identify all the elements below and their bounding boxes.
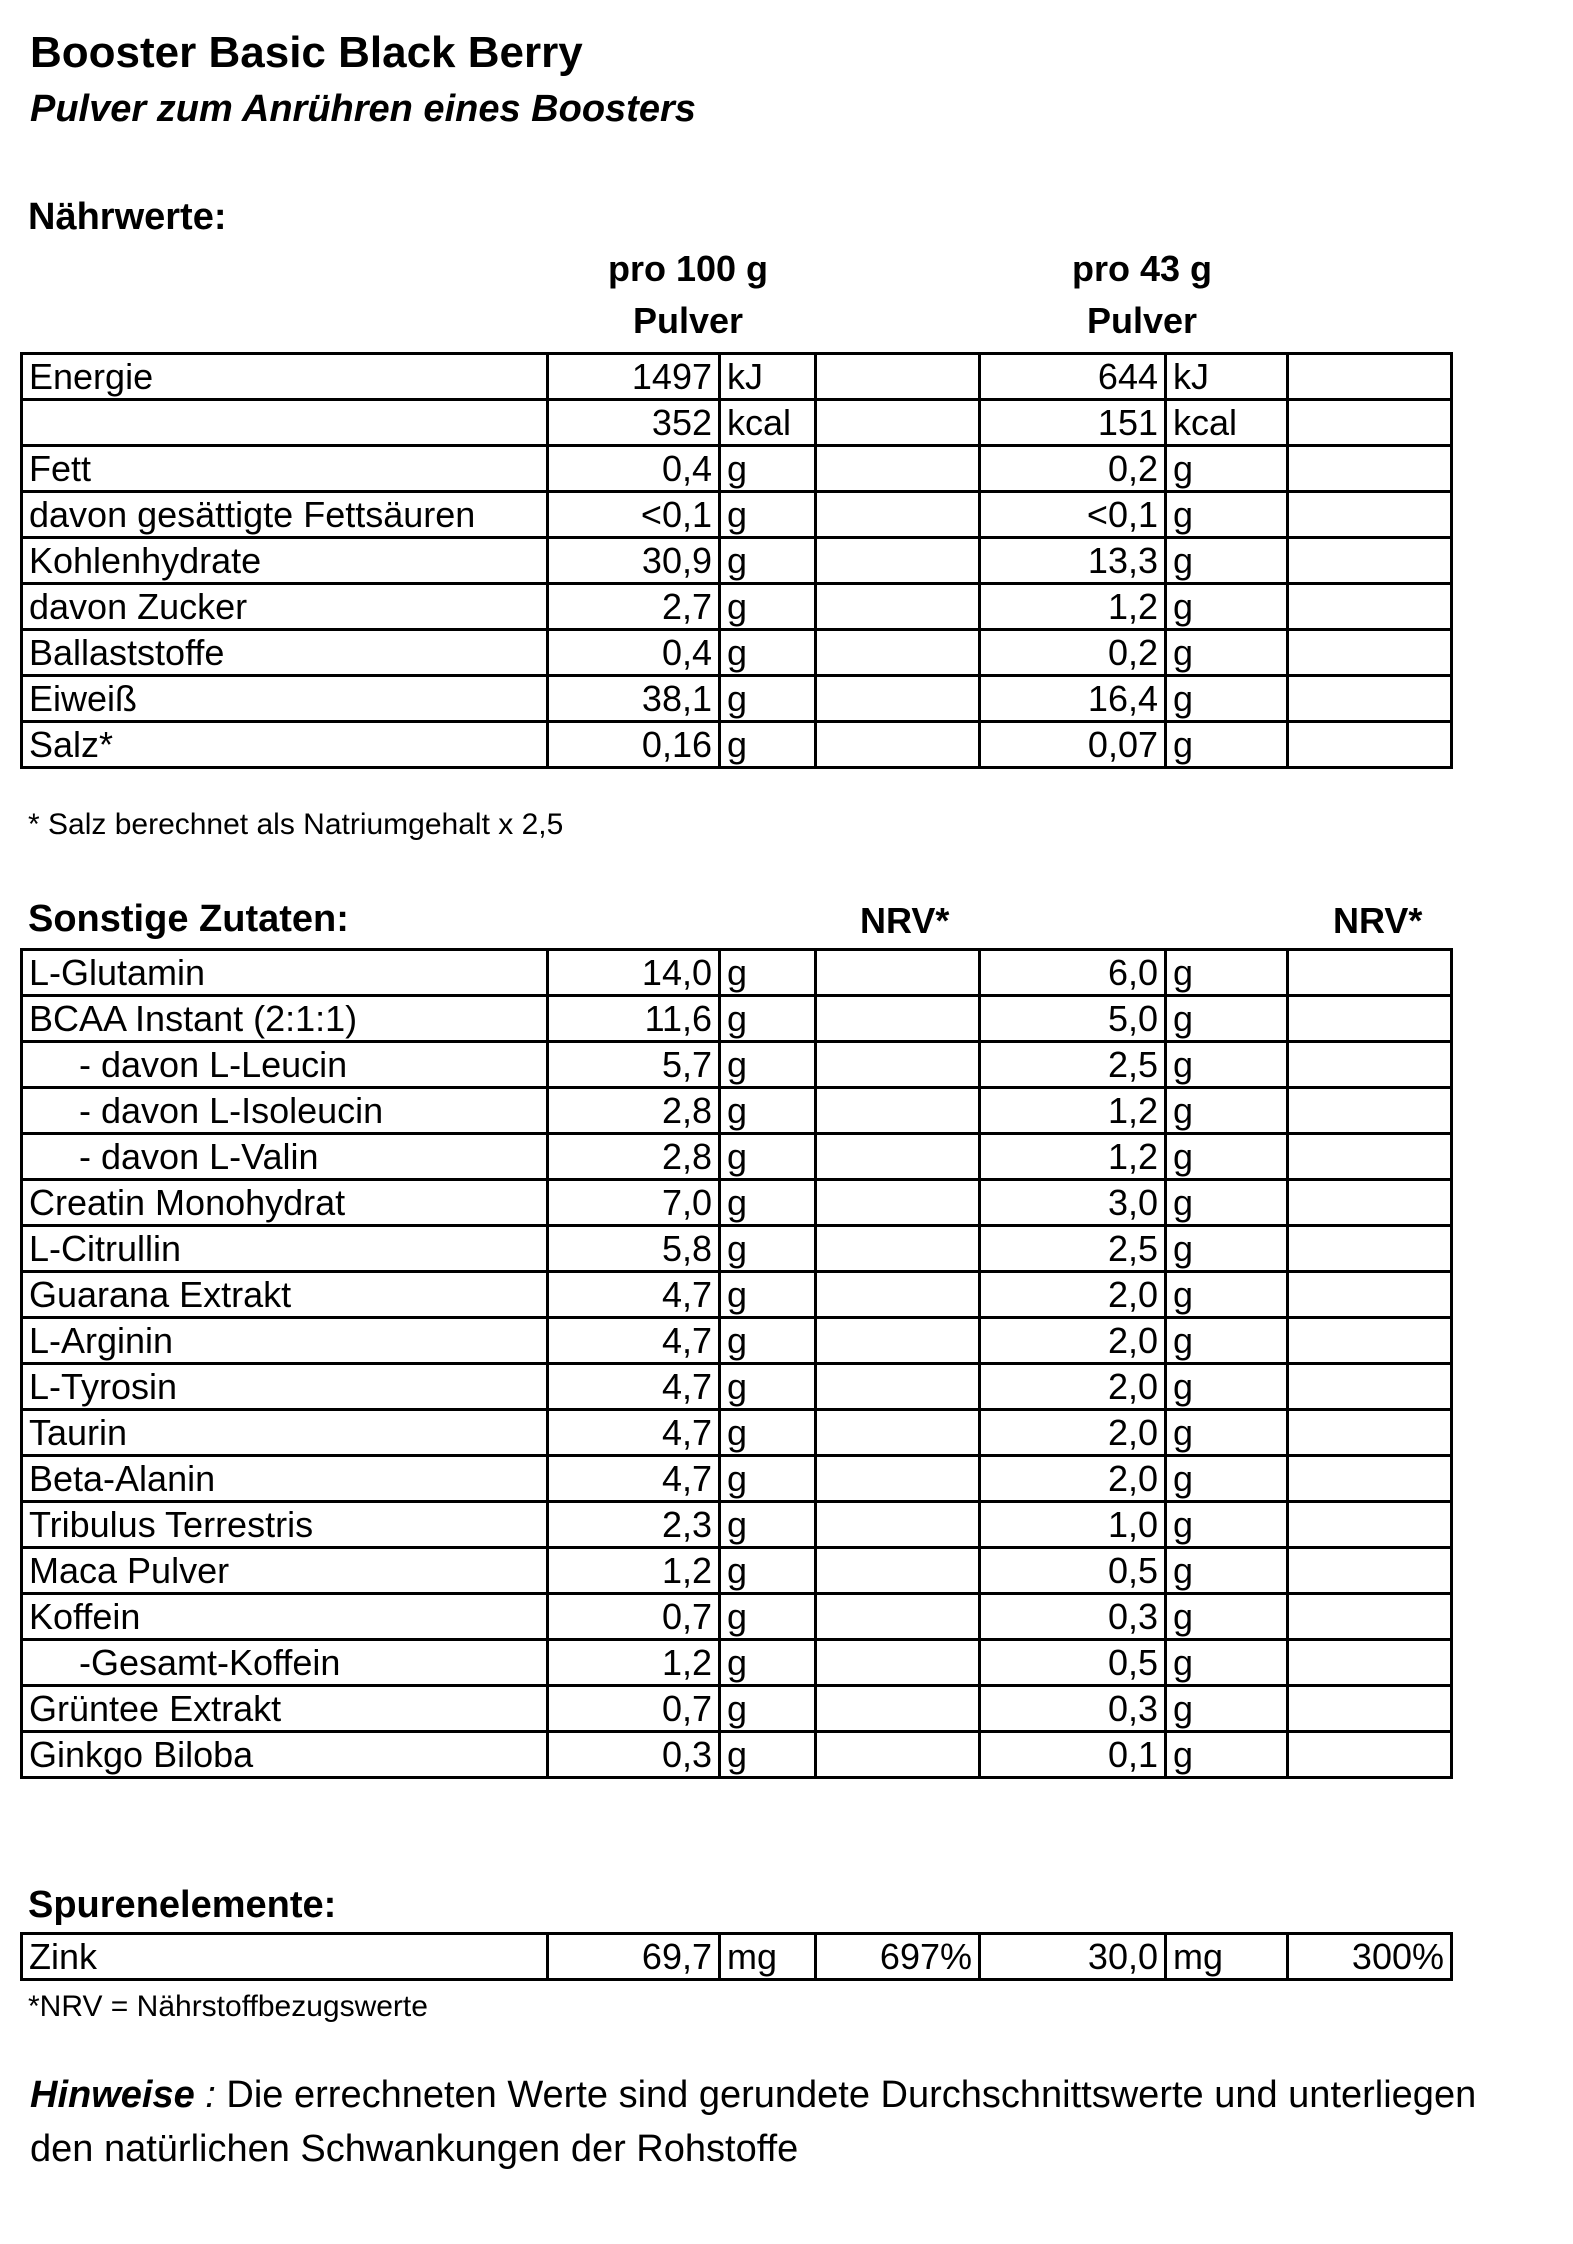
cell-n1 xyxy=(816,1732,980,1778)
cell-u2: g xyxy=(1166,1640,1288,1686)
table-row xyxy=(22,446,1452,492)
table-row xyxy=(22,1594,1452,1640)
cell-n2 xyxy=(1288,1134,1452,1180)
cell-n2 xyxy=(1288,1594,1452,1640)
cell-n1 xyxy=(816,1318,980,1364)
cell-name: L-Glutamin xyxy=(22,950,548,996)
cell-u2: kcal xyxy=(1166,400,1288,446)
cell-n2 xyxy=(1288,1732,1452,1778)
cell-name: Zink xyxy=(22,1934,548,1980)
cell-v2: 2,0 xyxy=(980,1318,1166,1364)
cell-n1 xyxy=(816,1088,980,1134)
cell-v1: 0,7 xyxy=(548,1594,720,1640)
cell-n2 xyxy=(1288,1640,1452,1686)
cell-u2: g xyxy=(1166,1318,1288,1364)
cell-n2 xyxy=(1288,1364,1452,1410)
cell-v2: 6,0 xyxy=(980,950,1166,996)
cell-name: - davon L-Leucin xyxy=(22,1042,548,1088)
cell-u1: kJ xyxy=(720,354,816,400)
cell-u2: g xyxy=(1166,996,1288,1042)
cell-u1: g xyxy=(720,584,816,630)
table-row xyxy=(22,1134,1452,1180)
cell-n1 xyxy=(816,1686,980,1732)
cell-u2: g xyxy=(1166,1226,1288,1272)
cell-u1: kcal xyxy=(720,400,816,446)
table-row xyxy=(22,676,1452,722)
col2-header-line1: pro 43 g xyxy=(1071,248,1213,289)
cell-n2 xyxy=(1288,630,1452,676)
cell-u2: g xyxy=(1166,1364,1288,1410)
cell-n1 xyxy=(816,676,980,722)
cell-v2: 1,2 xyxy=(980,584,1166,630)
table-row xyxy=(22,1042,1452,1088)
cell-u2: g xyxy=(1166,1732,1288,1778)
cell-v2: 0,1 xyxy=(980,1732,1166,1778)
table-row xyxy=(22,1180,1452,1226)
cell-u1: g xyxy=(720,1180,816,1226)
cell-v2: 151 xyxy=(980,400,1166,446)
table-row xyxy=(22,1934,1452,1980)
cell-u2: kJ xyxy=(1166,354,1288,400)
cell-v1: 4,7 xyxy=(548,1272,720,1318)
cell-u2: g xyxy=(1166,538,1288,584)
cell-name: L-Tyrosin xyxy=(22,1364,548,1410)
cell-n2 xyxy=(1288,354,1452,400)
cell-v1: 2,8 xyxy=(548,1134,720,1180)
cell-n1 xyxy=(816,446,980,492)
cell-name: Grüntee Extrakt xyxy=(22,1686,548,1732)
cell-u1: g xyxy=(720,1042,816,1088)
cell-v1: <0,1 xyxy=(548,492,720,538)
cell-name: davon Zucker xyxy=(22,584,548,630)
cell-u2: g xyxy=(1166,492,1288,538)
cell-name: Guarana Extrakt xyxy=(22,1272,548,1318)
cell-n2 xyxy=(1288,538,1452,584)
cell-v2: 1,2 xyxy=(980,1134,1166,1180)
cell-u2: g xyxy=(1166,1456,1288,1502)
cell-u2: mg xyxy=(1166,1934,1288,1980)
cell-u1: g xyxy=(720,630,816,676)
product-subtitle: Pulver zum Anrühren eines Boosters xyxy=(30,88,696,130)
table-row xyxy=(22,538,1452,584)
cell-v2: 0,2 xyxy=(980,630,1166,676)
cell-n1 xyxy=(816,1042,980,1088)
cell-u1: g xyxy=(720,1732,816,1778)
hint-paragraph xyxy=(30,2068,1550,2176)
cell-name: L-Arginin xyxy=(22,1318,548,1364)
cell-v2: 5,0 xyxy=(980,996,1166,1042)
table-row xyxy=(22,996,1452,1042)
cell-v2: 2,0 xyxy=(980,1364,1166,1410)
cell-n2 xyxy=(1288,1548,1452,1594)
cell-u1: g xyxy=(720,1594,816,1640)
table-row xyxy=(22,400,1452,446)
cell-n2 xyxy=(1288,1318,1452,1364)
cell-v2: <0,1 xyxy=(980,492,1166,538)
cell-name: Eiweiß xyxy=(22,676,548,722)
cell-v1: 2,3 xyxy=(548,1502,720,1548)
table-row xyxy=(22,1502,1452,1548)
cell-n1 xyxy=(816,584,980,630)
cell-v1: 4,7 xyxy=(548,1318,720,1364)
cell-n1 xyxy=(816,1180,980,1226)
cell-name: BCAA Instant (2:1:1) xyxy=(22,996,548,1042)
cell-v2: 0,2 xyxy=(980,446,1166,492)
hint-separator: : xyxy=(194,2074,227,2116)
cell-n2 xyxy=(1288,1456,1452,1502)
cell-n1 xyxy=(816,354,980,400)
cell-n2 xyxy=(1288,584,1452,630)
cell-n1 xyxy=(816,1134,980,1180)
cell-n1 xyxy=(816,1456,980,1502)
table-row xyxy=(22,354,1452,400)
cell-v1: 5,8 xyxy=(548,1226,720,1272)
nrv-header-2: NRV* xyxy=(1333,900,1423,941)
cell-v2: 0,07 xyxy=(980,722,1166,768)
cell-u1: g xyxy=(720,676,816,722)
cell-v1: 1,2 xyxy=(548,1640,720,1686)
cell-v2: 3,0 xyxy=(980,1180,1166,1226)
cell-name: - davon L-Isoleucin xyxy=(22,1088,548,1134)
cell-v1: 14,0 xyxy=(548,950,720,996)
cell-n2 xyxy=(1288,1410,1452,1456)
cell-n2 xyxy=(1288,492,1452,538)
cell-u2: g xyxy=(1166,1548,1288,1594)
cell-u2: g xyxy=(1166,446,1288,492)
hint-label: Hinweise xyxy=(30,2074,195,2116)
table-row xyxy=(22,950,1452,996)
cell-v1: 69,7 xyxy=(548,1934,720,1980)
cell-v1: 7,0 xyxy=(548,1180,720,1226)
cell-name: Creatin Monohydrat xyxy=(22,1180,548,1226)
cell-v1: 0,4 xyxy=(548,446,720,492)
cell-v2: 0,3 xyxy=(980,1594,1166,1640)
cell-u1: g xyxy=(720,492,816,538)
cell-u2: g xyxy=(1166,1594,1288,1640)
cell-v2: 16,4 xyxy=(980,676,1166,722)
cell-name xyxy=(22,400,548,446)
cell-u1: g xyxy=(720,1088,816,1134)
cell-name: Ginkgo Biloba xyxy=(22,1732,548,1778)
cell-v2: 0,5 xyxy=(980,1548,1166,1594)
cell-v1: 4,7 xyxy=(548,1364,720,1410)
cell-n1 xyxy=(816,1594,980,1640)
cell-v2: 0,3 xyxy=(980,1686,1166,1732)
cell-n2 xyxy=(1288,446,1452,492)
cell-u1: g xyxy=(720,1502,816,1548)
cell-n1 xyxy=(816,996,980,1042)
cell-u2: g xyxy=(1166,1686,1288,1732)
cell-n1 xyxy=(816,1272,980,1318)
cell-u1: g xyxy=(720,1548,816,1594)
cell-name: Taurin xyxy=(22,1410,548,1456)
cell-u2: g xyxy=(1166,950,1288,996)
table-row xyxy=(22,584,1452,630)
cell-n2 xyxy=(1288,676,1452,722)
cell-name: Salz* xyxy=(22,722,548,768)
table-row xyxy=(22,1318,1452,1364)
cell-n2 xyxy=(1288,1686,1452,1732)
table-row xyxy=(22,1640,1452,1686)
table-row xyxy=(22,1088,1452,1134)
cell-name: davon gesättigte Fettsäuren xyxy=(22,492,548,538)
col2-header-line2: Pulver xyxy=(1086,300,1198,341)
cell-n2: 300% xyxy=(1288,1934,1452,1980)
cell-u2: g xyxy=(1166,1134,1288,1180)
cell-name: L-Citrullin xyxy=(22,1226,548,1272)
cell-n1 xyxy=(816,630,980,676)
cell-v1: 1497 xyxy=(548,354,720,400)
cell-u1: g xyxy=(720,538,816,584)
cell-u1: g xyxy=(720,1686,816,1732)
table-row xyxy=(22,1548,1452,1594)
cell-name: Beta-Alanin xyxy=(22,1456,548,1502)
cell-u1: g xyxy=(720,1364,816,1410)
cell-u1: mg xyxy=(720,1934,816,1980)
col1-header-line1: pro 100 g xyxy=(607,248,769,289)
table-row xyxy=(22,1686,1452,1732)
cell-name: - davon L-Valin xyxy=(22,1134,548,1180)
table-row xyxy=(22,1456,1452,1502)
cell-u2: g xyxy=(1166,1088,1288,1134)
cell-n1 xyxy=(816,1226,980,1272)
nutrition-table xyxy=(20,352,1453,769)
cell-u2: g xyxy=(1166,1272,1288,1318)
cell-u1: g xyxy=(720,1134,816,1180)
cell-v1: 30,9 xyxy=(548,538,720,584)
cell-n1 xyxy=(816,1502,980,1548)
cell-v1: 11,6 xyxy=(548,996,720,1042)
cell-n1 xyxy=(816,1364,980,1410)
cell-v1: 0,7 xyxy=(548,1686,720,1732)
cell-name: Maca Pulver xyxy=(22,1548,548,1594)
table-row xyxy=(22,1410,1452,1456)
cell-n2 xyxy=(1288,1180,1452,1226)
cell-u2: g xyxy=(1166,584,1288,630)
nrv-header-1: NRV* xyxy=(860,900,950,941)
cell-v2: 2,0 xyxy=(980,1272,1166,1318)
cell-n2 xyxy=(1288,1502,1452,1548)
cell-u1: g xyxy=(720,1410,816,1456)
cell-u2: g xyxy=(1166,722,1288,768)
cell-v1: 2,7 xyxy=(548,584,720,630)
cell-v1: 4,7 xyxy=(548,1410,720,1456)
cell-n1 xyxy=(816,492,980,538)
cell-name: Fett xyxy=(22,446,548,492)
cell-v2: 2,0 xyxy=(980,1410,1166,1456)
product-title: Booster Basic Black Berry xyxy=(30,28,583,77)
cell-n2 xyxy=(1288,950,1452,996)
nrv-footnote: *NRV = Nährstoffbezugswerte xyxy=(28,1990,428,2023)
cell-v1: 5,7 xyxy=(548,1042,720,1088)
cell-name: Ballaststoffe xyxy=(22,630,548,676)
cell-n2 xyxy=(1288,400,1452,446)
trace-heading: Spurenelemente: xyxy=(28,1884,337,1926)
cell-u1: g xyxy=(720,1640,816,1686)
cell-v1: 2,8 xyxy=(548,1088,720,1134)
ingredients-table xyxy=(20,948,1453,1779)
cell-u2: g xyxy=(1166,1180,1288,1226)
table-row xyxy=(22,1226,1452,1272)
cell-v1: 4,7 xyxy=(548,1456,720,1502)
cell-n2 xyxy=(1288,722,1452,768)
cell-n2 xyxy=(1288,1088,1452,1134)
col1-header-line2: Pulver xyxy=(632,300,744,341)
cell-n1 xyxy=(816,950,980,996)
cell-n1 xyxy=(816,722,980,768)
cell-name: Kohlenhydrate xyxy=(22,538,548,584)
cell-u2: g xyxy=(1166,1042,1288,1088)
cell-u1: g xyxy=(720,996,816,1042)
hint-text: Die errechneten Werte sind gerundete Durchschnittswerte und unterliegen den natürlichen Schwankungen der Rohstoffe xyxy=(30,2074,1477,2170)
cell-u1: g xyxy=(720,1456,816,1502)
cell-v2: 2,5 xyxy=(980,1226,1166,1272)
cell-v1: 0,3 xyxy=(548,1732,720,1778)
cell-v1: 1,2 xyxy=(548,1548,720,1594)
table-row xyxy=(22,630,1452,676)
table-row xyxy=(22,1272,1452,1318)
cell-v1: 38,1 xyxy=(548,676,720,722)
cell-name: Koffein xyxy=(22,1594,548,1640)
cell-n1: 697% xyxy=(816,1934,980,1980)
cell-u2: g xyxy=(1166,630,1288,676)
cell-n1 xyxy=(816,1640,980,1686)
salt-footnote: * Salz berechnet als Natriumgehalt x 2,5 xyxy=(28,808,564,841)
cell-u1: g xyxy=(720,1226,816,1272)
cell-u1: g xyxy=(720,1272,816,1318)
cell-name: -Gesamt-Koffein xyxy=(22,1640,548,1686)
cell-n1 xyxy=(816,400,980,446)
ingredients-heading: Sonstige Zutaten: xyxy=(28,898,349,940)
cell-v2: 2,5 xyxy=(980,1042,1166,1088)
table-row xyxy=(22,1364,1452,1410)
cell-n1 xyxy=(816,538,980,584)
cell-u2: g xyxy=(1166,1502,1288,1548)
cell-u2: g xyxy=(1166,1410,1288,1456)
table-row xyxy=(22,492,1452,538)
table-row xyxy=(22,722,1452,768)
cell-n1 xyxy=(816,1410,980,1456)
cell-v1: 0,16 xyxy=(548,722,720,768)
cell-v2: 1,0 xyxy=(980,1502,1166,1548)
cell-n2 xyxy=(1288,1272,1452,1318)
cell-u2: g xyxy=(1166,676,1288,722)
cell-u1: g xyxy=(720,1318,816,1364)
cell-u1: g xyxy=(720,950,816,996)
cell-n2 xyxy=(1288,996,1452,1042)
cell-n2 xyxy=(1288,1042,1452,1088)
cell-u1: g xyxy=(720,722,816,768)
trace-table xyxy=(20,1932,1453,1981)
cell-n2 xyxy=(1288,1226,1452,1272)
cell-v2: 2,0 xyxy=(980,1456,1166,1502)
cell-v2: 1,2 xyxy=(980,1088,1166,1134)
cell-v1: 0,4 xyxy=(548,630,720,676)
cell-v1: 352 xyxy=(548,400,720,446)
table-row xyxy=(22,1732,1452,1778)
cell-u1: g xyxy=(720,446,816,492)
cell-n1 xyxy=(816,1548,980,1594)
cell-v2: 13,3 xyxy=(980,538,1166,584)
cell-name: Energie xyxy=(22,354,548,400)
nutrition-heading: Nährwerte: xyxy=(28,196,227,238)
cell-name: Tribulus Terrestris xyxy=(22,1502,548,1548)
cell-v2: 30,0 xyxy=(980,1934,1166,1980)
cell-v2: 644 xyxy=(980,354,1166,400)
cell-v2: 0,5 xyxy=(980,1640,1166,1686)
